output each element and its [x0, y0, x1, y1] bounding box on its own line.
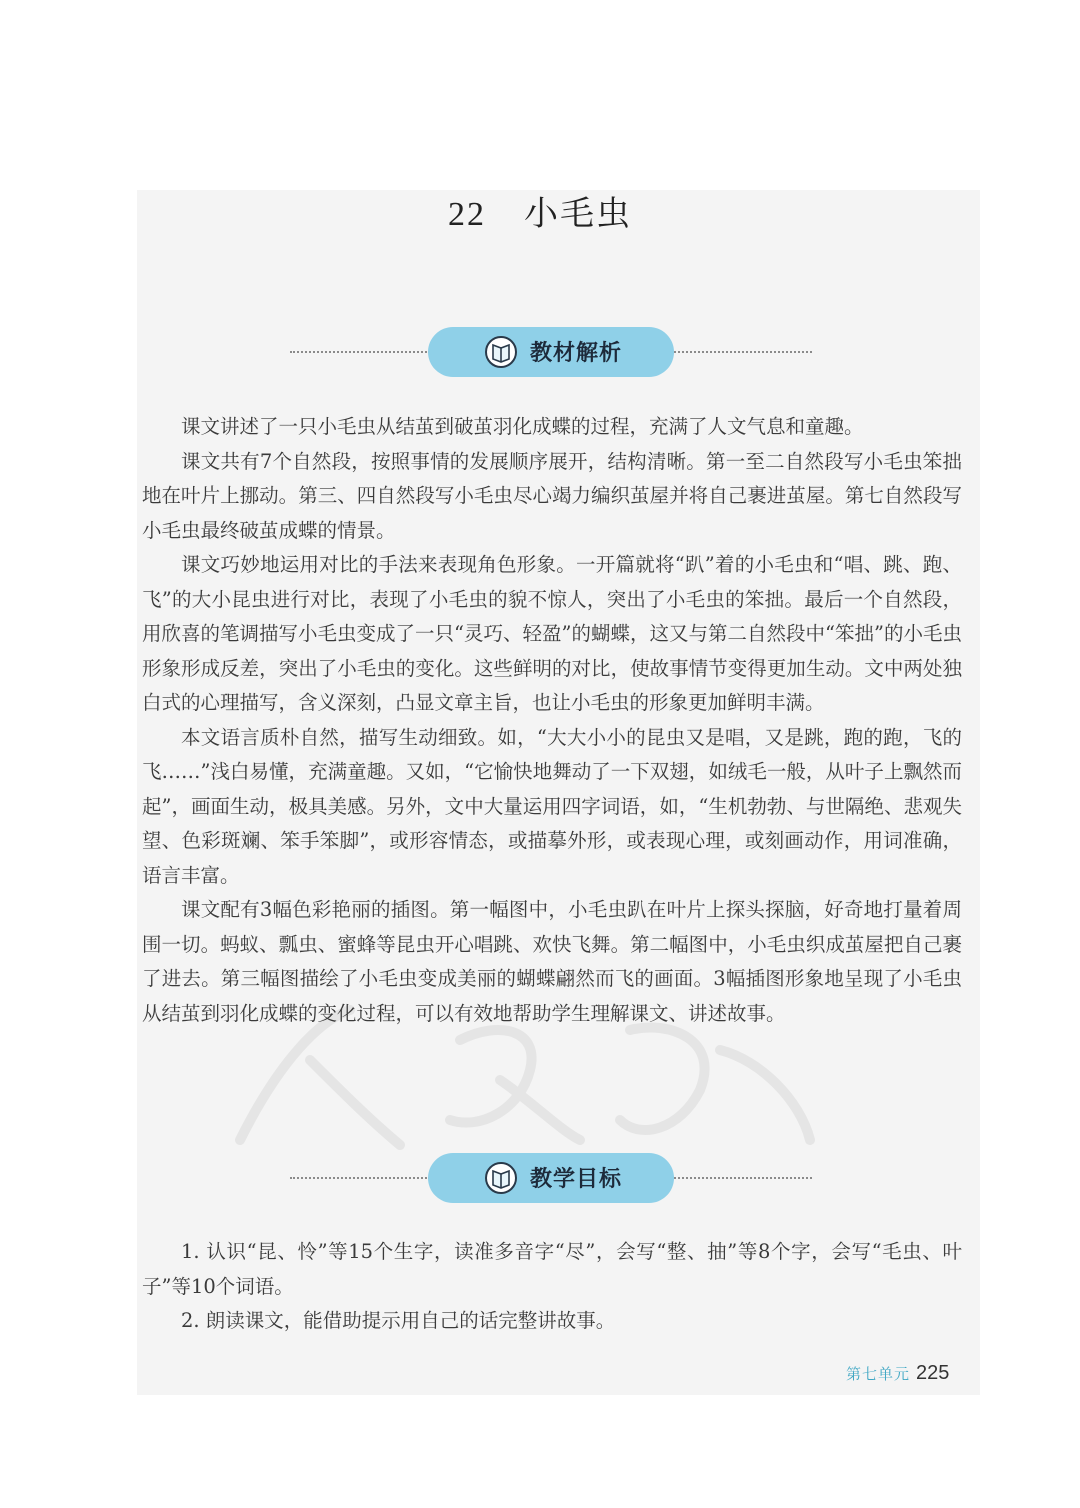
- goal-item: 2. 朗读课文，能借助提示用自己的话完整讲故事。: [181, 1309, 616, 1332]
- section-header-goals: [290, 1153, 812, 1203]
- page-number: 225: [916, 1362, 950, 1384]
- analysis-paragraph: 课文共有7个自然段，按照事情的发展顺序展开，结构清晰。第一至二自然段写小毛虫笨拙地在叶片上挪动。第三、四自然段写小毛虫尽心竭力编织茧屋并将自己裹进茧屋。第七自然段写小毛虫最终破茧成蝶的情景。: [142, 449, 962, 542]
- section-label-goals: 教学目标: [530, 1167, 623, 1192]
- analysis-paragraph: 课文讲述了一只小毛虫从结茧到破茧羽化成蝶的过程，充满了人文气息和童趣。: [181, 415, 864, 438]
- dotted-divider-right: [674, 351, 812, 353]
- dotted-divider-left: [290, 1177, 430, 1179]
- section-pill: [428, 327, 674, 377]
- dotted-divider-left: [290, 351, 430, 353]
- section-pill: [428, 1153, 674, 1203]
- lesson-number: 22: [448, 196, 486, 233]
- dotted-divider-right: [674, 1177, 812, 1179]
- analysis-paragraph: 课文巧妙地运用对比的手法来表现角色形象。一开篇就将“趴”着的小毛虫和“唱、跳、跑、飞”的大小昆虫进行对比，表现了小毛虫的貌不惊人，突出了小毛虫的笨拙。最后一个自然段，用欣喜的笔调描写小毛虫变成了一只“灵巧、轻盈”的蝴蝶，这又与第二自然段中“笨拙”的小毛虫形象形成反差，突出了小毛虫的变化。这些鲜明的对比，使故事情节变得更加生动。文中两处独白式的心理描写，含义深刻，凸显文章主旨，也让小毛虫的形象更加鲜明丰满。: [142, 553, 962, 714]
- page-footer: [846, 1362, 949, 1390]
- book-scroll-icon: [484, 335, 518, 369]
- book-scroll-icon: [484, 1161, 518, 1195]
- lesson-title: [0, 186, 1080, 235]
- unit-label: 第七单元: [846, 1365, 911, 1383]
- analysis-paragraph: 课文配有3幅色彩艳丽的插图。第一幅图中，小毛虫趴在叶片上探头探脑，好奇地打量着周围一切。蚂蚁、瓢虫、蜜蜂等昆虫开心唱跳、欢快飞舞。第二幅图中，小毛虫织成茧屋把自己裹了进去。第三幅图描绘了小毛虫变成美丽的蝴蝶翩然而飞的画面。3幅插图形象地呈现了小毛虫从结茧到羽化成蝶的变化过程，可以有效地帮助学生理解课文、讲述故事。: [142, 898, 962, 1025]
- goal-item: 1. 认识“昆、怜”等15个生字，读准多音字“尽”，会写“整、抽”等8个字，会写“毛虫、叶子”等10个词语。: [142, 1240, 962, 1298]
- analysis-body: [142, 410, 962, 1031]
- analysis-paragraph: 本文语言质朴自然，描写生动细致。如，“大大小小的昆虫又是唱，又是跳，跑的跑，飞的飞……”浅白易懂，充满童趣。又如，“它愉快地舞动了一下双翅，如绒毛一般，从叶子上飘然而起”，画面生动，极具美感。另外，文中大量运用四字词语，如，“生机勃勃、与世隔绝、悲观失望、色彩斑斓、笨手笨脚”，或形容情态，或描摹外形，或表现心理，或刻画动作，用词准确，语言丰富。: [142, 725, 962, 887]
- lesson-name: 小毛虫: [524, 194, 632, 234]
- section-header-analysis: [290, 327, 812, 377]
- section-label-analysis: 教材解析: [530, 341, 623, 366]
- goals-body: [142, 1235, 962, 1339]
